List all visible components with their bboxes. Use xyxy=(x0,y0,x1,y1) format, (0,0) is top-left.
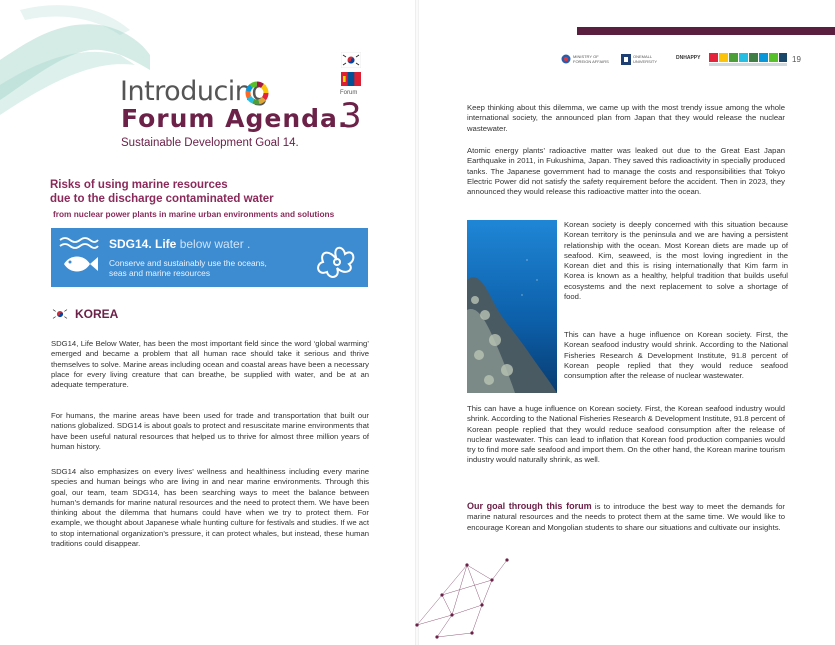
left-paragraph-3: SDG14 also emphasizes on every lives’ wellness and healthiness including every marine species and human beings who are living in and near marine environments. Through this goal, our team, team SDG14, has been searching ways to meet the balance between human’s demands for marine natural resources and the need to protect them. We have been thinking about the dilemma that humans could have when we try to protect them. For example, we thought about Japanese whale hunting culture for festivals and studies. If we act to stop international organization’s pressure, it can protect whales, but instead, these human traditions could disappear. xyxy=(51,467,369,549)
sdg-clover-logo-icon xyxy=(311,238,363,280)
title-subtitle: Sustainable Development Goal 14. xyxy=(121,137,299,149)
sponsor-logos xyxy=(561,53,787,67)
risk-subheading: from nuclear power plants in marine urban environments and solutions xyxy=(53,209,335,219)
sdg-goal-icons xyxy=(709,53,787,67)
left-paragraph-2: For humans, the marine areas have been used for trade and transportation that built our nations globalized. SDG14 is about goals to protect and resuscitate marine environments that have been useful natural resources that helped us to thrive for almost three million years of human history. xyxy=(51,411,369,451)
right-paragraph-2: Atomic energy plants’ radioactive matter was leaked out due to the Great East Japan Earthquake in 2011, in Fukushima, Japan. They saved this radioactivity in specially produced tanks. The Japanese government had to manage the costs and responsibilities that Tokyo Electric Power did not satisfy the safety requirement before the accident. Then in 2023, they announced they would release this radioactive matter into the ocean. xyxy=(467,146,785,197)
goal-rest-text: is to introduce the best way to meet the demands for marine natural resources and the needs to protect them at the same time. We would like to encourage Korean and Mongolian students to share our situations and cultivate our insights. xyxy=(467,502,785,532)
ministry-logo-icon xyxy=(561,54,571,64)
fish-wave-icon xyxy=(56,234,100,280)
risk-heading-line1: Risks of using marine resources xyxy=(50,179,228,191)
network-lines-decoration xyxy=(412,545,512,640)
right-paragraph-1: Keep thinking about this dilemma, we came up with the most trendy issue among the whole international society, the announced plan from Japan that they would release the nuclear wastewater. xyxy=(467,103,785,133)
title-intro: Introducing xyxy=(120,76,269,107)
sdg14-banner xyxy=(51,228,368,287)
coral-reef-photo xyxy=(467,220,557,393)
right-paragraph-goal xyxy=(467,501,785,533)
sdg-banner-desc-line1: Conserve and sustainably use the oceans, xyxy=(109,258,267,268)
right-paragraph-4: This can have a huge influence on Korean society. First, the Korean seafood industry would shrink. According to the National Fisheries Research & Development Institute, 91.8 percent of Korean people replied that they would reduce seafood consumption after the release of nuclear wastewater. xyxy=(564,330,788,381)
left-paragraph-1: SDG14, Life Below Water, has been the most important field since the word ‘global warming’ emerged and became a problem that all human race should take it serious and thrive themselves to solve. Marine areas including ocean and coastal areas have been a necessary place for every living creature that can breathe, be supplied with water, and be at an adequate temperature. xyxy=(51,339,369,390)
goal-strong-text: Our goal through this forum xyxy=(467,501,592,511)
top-accent-bar xyxy=(577,27,835,35)
right-paragraph-5: This can have a huge influence on Korean society. First, the Korean seafood industry would shrink. According to the National Fisheries Research & Development Institute, 91.8 percent of Korean people replied that they would reduce seafood consumption after the release of nuclear wastewater. This can lead to inflation that Korean food production companies would try to find more safe seafood and import them. On the other hand, the Korean marine tourism industry would naturally shrink, as well. xyxy=(467,404,785,465)
korea-flag-icon xyxy=(341,52,361,68)
forum-label: Forum xyxy=(340,90,358,96)
logo-ministry-text: MINISTRY OF FOREIGN AFFAIRS xyxy=(573,54,609,64)
university-logo-icon xyxy=(621,54,631,65)
sdg-banner-title: SDG14. Life below water . xyxy=(109,237,251,251)
sdg-color-wheel-icon xyxy=(244,80,270,106)
sdg-banner-desc-line2: seas and marine resources xyxy=(109,268,211,278)
logo-university-text: ONEMALL UNIVERSITY xyxy=(633,54,658,64)
korea-flag-small-icon xyxy=(51,307,69,321)
mongolia-flag-icon xyxy=(341,72,361,86)
page-number: 19 xyxy=(792,55,801,64)
logo-dnhappy-text: DNHAPPY xyxy=(676,55,701,61)
right-paragraph-3: Korean society is deeply concerned with this situation because Korean territory is the peninsula and we are having a persistent relationship with the ocean. Most Korean diets are made up of seafood. Kim, seaweed, is the most loving ingredient in the Korean diet and this is rising internationally that Kim farm in Korea is known as a healthy, helpful tradition that builds useful ecosystems and the next replacement to solve a shortage of food. xyxy=(564,220,788,302)
country-heading: KOREA xyxy=(75,307,119,321)
forum-number: 3 xyxy=(340,96,362,136)
country-flags xyxy=(339,52,363,86)
title-main: Forum Agenda. xyxy=(121,104,349,133)
risk-heading-line2: due to the discharge contaminated water xyxy=(50,193,274,205)
